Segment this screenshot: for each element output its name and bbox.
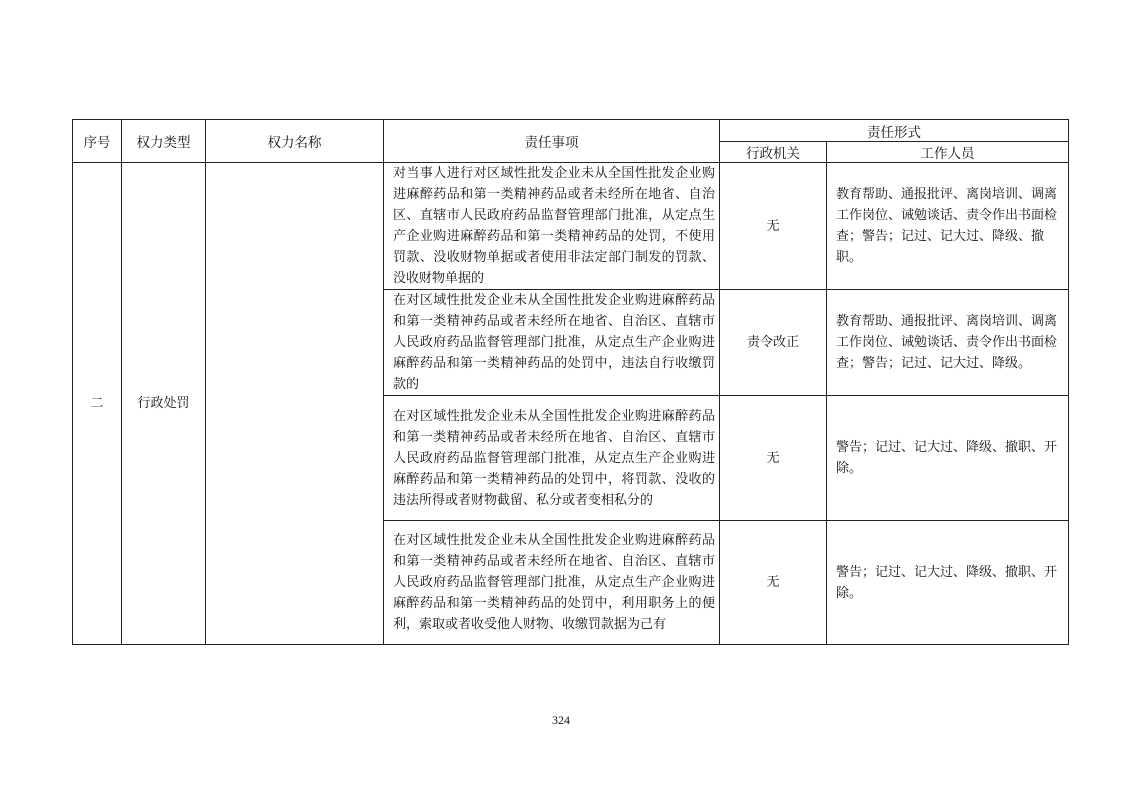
header-seq: 序号 <box>73 120 122 163</box>
power-responsibility-table <box>72 119 1069 645</box>
power-type-cell: 行政处罚 <box>122 163 206 645</box>
admin-organ-cell: 无 <box>720 163 827 290</box>
power-name-cell <box>206 163 384 645</box>
duty-item-cell: 在对区域性批发企业未从全国性批发企业购进麻醉药品和第一类精神药品或者未经所在地省、自治区、直辖市人民政府药品监督管理部门批准，从定点生产企业购进麻醉药品和第一类精神药品的处罚中，违法自行收缴罚款的 <box>384 290 720 396</box>
admin-organ-cell: 责令改正 <box>720 290 827 396</box>
header-power-name: 权力名称 <box>206 120 384 163</box>
header-power-type: 权力类型 <box>122 120 206 163</box>
staff-responsibility-cell: 警告；记过、记大过、降级、撤职、开除。 <box>827 396 1069 521</box>
duty-item-cell: 对当事人进行对区域性批发企业未从全国性批发企业购进麻醉药品和第一类精神药品或者未经所在地省、自治区、直辖市人民政府药品监督管理部门批准，从定点生产企业购进麻醉药品和第一类精神药品的处罚，不使用罚款、没收财物单据或者使用非法定部门制发的罚款、没收财物单据的 <box>384 163 720 290</box>
staff-responsibility-cell: 教育帮助、通报批评、离岗培训、调离工作岗位、诫勉谈话、责令作出书面检查；警告；记过、记大过、降级。 <box>827 290 1069 396</box>
staff-responsibility-cell: 警告；记过、记大过、降级、撤职、开除。 <box>827 521 1069 645</box>
duty-item-cell: 在对区域性批发企业未从全国性批发企业购进麻醉药品和第一类精神药品或者未经所在地省、自治区、直辖市人民政府药品监督管理部门批准，从定点生产企业购进麻醉药品和第一类精神药品的处罚中，利用职务上的便利，索取或者收受他人财物、收缴罚款据为己有 <box>384 521 720 645</box>
page-number: 324 <box>552 713 570 727</box>
admin-organ-cell: 无 <box>720 521 827 645</box>
table-row <box>73 163 1069 290</box>
header-staff: 工作人员 <box>827 142 1069 163</box>
header-duty-form: 责任形式 <box>720 120 1069 142</box>
header-duty-items: 责任事项 <box>384 120 720 163</box>
duty-item-cell: 在对区域性批发企业未从全国性批发企业购进麻醉药品和第一类精神药品或者未经所在地省、自治区、直辖市人民政府药品监督管理部门批准，从定点生产企业购进麻醉药品和第一类精神药品的处罚中，将罚款、没收的违法所得或者财物截留、私分或者变相私分的 <box>384 396 720 521</box>
seq-cell: 二 <box>73 163 122 645</box>
header-admin-organ: 行政机关 <box>720 142 827 163</box>
staff-responsibility-cell: 教育帮助、通报批评、离岗培训、调离工作岗位、诫勉谈话、责令作出书面检查；警告；记过、记大过、降级、撤职。 <box>827 163 1069 290</box>
admin-organ-cell: 无 <box>720 396 827 521</box>
